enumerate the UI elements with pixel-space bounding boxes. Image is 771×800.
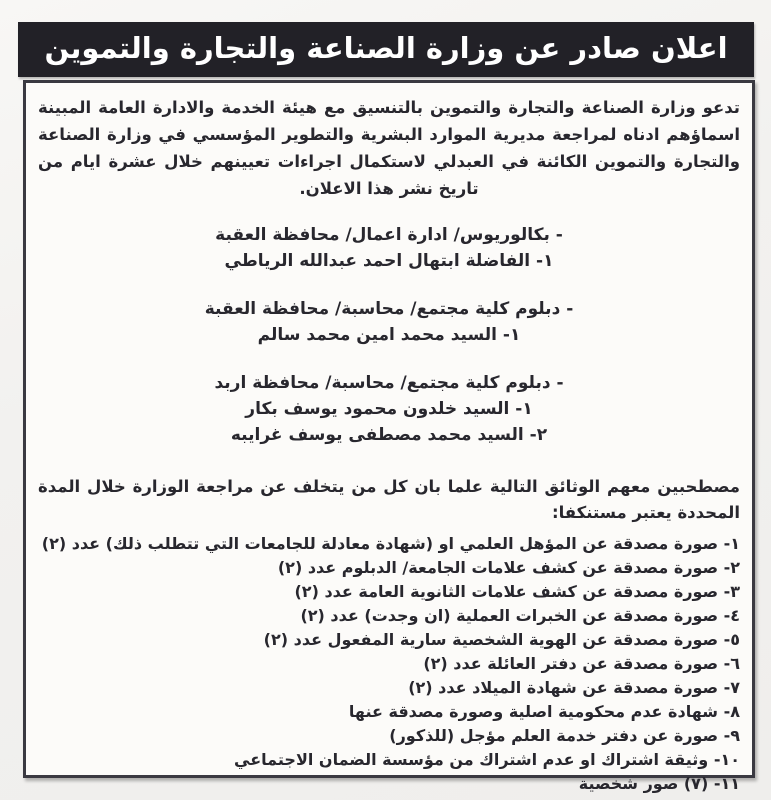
document-item: ٤- صورة مصدقة عن الخبرات العملية (ان وجدت) عدد (٢) [300, 606, 740, 625]
document-item: ١- صورة مصدقة عن المؤهل العلمي او (شهادة معادلة للجامعات التي تتطلب ذلك) عدد (٢) [41, 534, 740, 553]
candidate-name: ١- السيد محمد امين محمد سالم [257, 325, 521, 345]
document-item: ٧- صورة مصدقة عن شهادة الميلاد عدد (٢) [408, 678, 740, 697]
documents-list [38, 532, 740, 796]
document-item: ٩- صورة عن دفتر خدمة العلم مؤجل (للذكور) [389, 726, 740, 745]
document-item: ١٠- وثيقة اشتراك او عدم اشتراك من مؤسسة الضمان الاجتماعي [234, 750, 740, 769]
qualification-group-irbid-diploma [38, 370, 740, 448]
qualification-group-aqaba-diploma [38, 296, 740, 348]
qualification-group-aqaba-bachelor [38, 222, 740, 274]
announcement-body [23, 80, 755, 793]
qualification-groups [38, 222, 740, 448]
document-item: ٢- صورة مصدقة عن كشف علامات الجامعة/ الدبلوم عدد (٢) [277, 558, 740, 577]
documents-intro: مصطحبين معهم الوثائق التالية علما بان كل من يتخلف عن مراجعة الوزارة خلال المدة المحددة يعتبر مستنكفا: [38, 477, 740, 522]
intro-paragraph: تدعو وزارة الصناعة والتجارة والتموين بالتنسيق مع هيئة الخدمة والادارة العامة المبينة اسماؤهم ادناه لمراجعة مديرية الموارد البشرية والتطوير المؤسسي في وزارة الصناعة والتجارة والتموين الكائنة في العبدلي لاستكمال اجراءات تعيينهم خلال عشرة ايام من تاريخ نشر هذا الاعلان. [38, 98, 740, 198]
candidate-name: ١- السيد خلدون محمود يوسف بكار [245, 399, 533, 419]
qualification-heading: - بكالوريوس/ ادارة اعمال/ محافظة العقبة [215, 225, 563, 245]
document-item: ٥- صورة مصدقة عن الهوية الشخصية سارية المفعول عدد (٢) [263, 630, 740, 649]
document-item: ١١- (٧) صور شخصية [578, 774, 740, 793]
candidate-name: ٢- السيد محمد مصطفى يوسف غرايبه [230, 425, 548, 445]
qualification-heading: - دبلوم كلية مجتمع/ محاسبة/ محافظة العقبة [204, 299, 574, 319]
announcement-title: اعلان صادر عن وزارة الصناعة والتجارة والتموين [44, 30, 728, 65]
document-item: ٨- شهادة عدم محكومية اصلية وصورة مصدقة عنها [348, 702, 740, 721]
document-item: ٣- صورة مصدقة عن كشف علامات الثانوية العامة عدد (٢) [294, 582, 740, 601]
announcement-title-bar [18, 22, 754, 77]
candidate-name: ١- الفاضلة ابتهال احمد عبدالله الرياطي [224, 251, 554, 271]
qualification-heading: - دبلوم كلية مجتمع/ محاسبة/ محافظة اربد [214, 373, 564, 393]
document-item: ٦- صورة مصدقة عن دفتر العائلة عدد (٢) [423, 654, 740, 673]
